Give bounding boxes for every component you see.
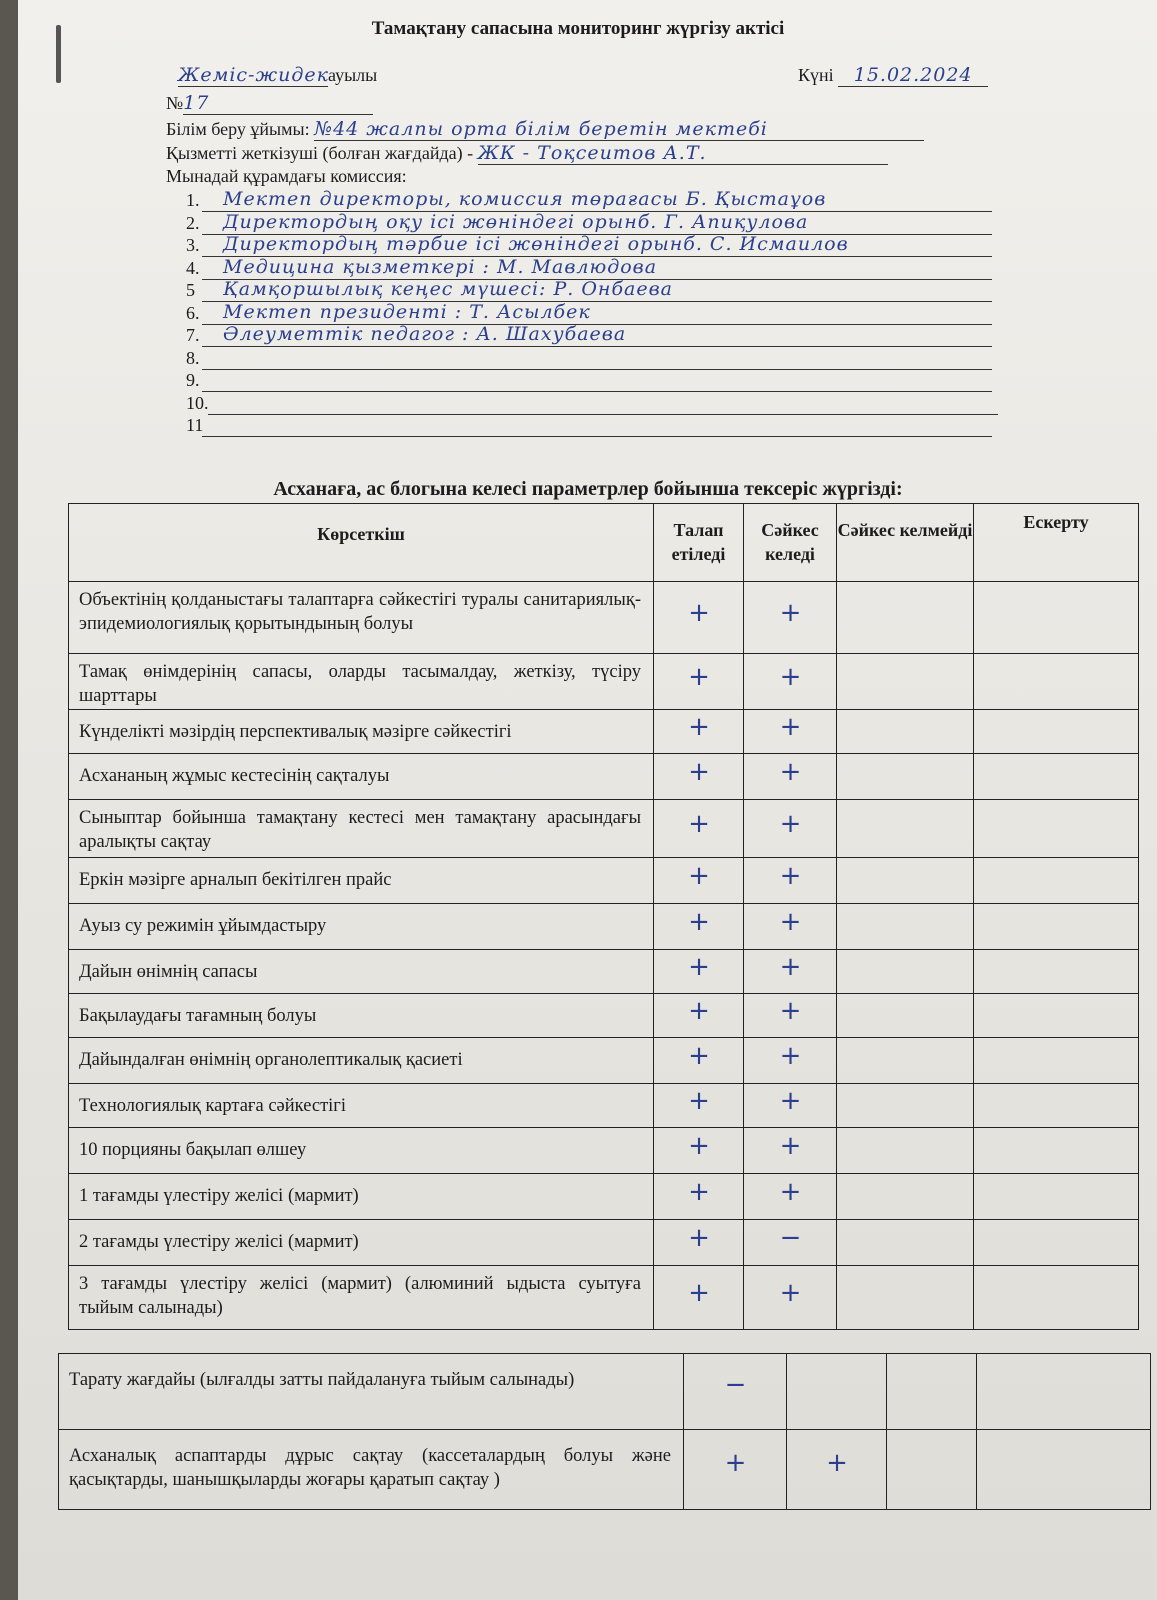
date-label: Күні <box>798 65 834 85</box>
table-cell <box>654 1038 744 1084</box>
table-cell <box>837 710 974 754</box>
table-cell <box>684 1354 787 1430</box>
table-cell <box>974 994 1139 1038</box>
compliant-mark: + <box>779 1278 802 1308</box>
commission-member-number: 3. <box>186 235 200 255</box>
table-cell <box>837 582 974 654</box>
table-row <box>68 949 1139 994</box>
table-cell <box>654 904 744 950</box>
table-cell <box>654 1266 744 1330</box>
required-mark: + <box>688 1086 710 1116</box>
table-cell <box>837 800 974 858</box>
table-cell <box>837 1220 974 1266</box>
table-row <box>68 581 1139 654</box>
table-row <box>68 799 1139 858</box>
header-noncompliant-cell <box>837 504 974 582</box>
header-compliant: Сәйкес келеді <box>761 520 819 564</box>
commission-member-number: 7. <box>186 325 200 345</box>
row-indicator-label: Дайындалған өнімнің органолептикалық қасиеті <box>79 1050 463 1070</box>
table-cell <box>744 1128 837 1174</box>
table-row <box>68 1173 1139 1220</box>
table-cell <box>69 1266 654 1330</box>
table-cell <box>744 1174 837 1220</box>
commission-member-number: 4. <box>186 257 200 278</box>
table-row <box>68 1219 1139 1266</box>
row-indicator-label: Күнделікті мәзірдің перспективалық мәзірге сәйкестігі <box>79 722 512 742</box>
table-cell <box>744 1084 837 1128</box>
table-cell <box>654 1084 744 1128</box>
village-row <box>178 64 377 87</box>
header-indicator: Көрсеткіш <box>317 524 405 544</box>
date-value: 15.02.2024 <box>838 64 988 87</box>
commission-member-name: Медицина қызметкері : М. Мавлюдова <box>223 255 658 278</box>
table-cell <box>974 1084 1139 1128</box>
required-mark: + <box>688 598 710 628</box>
table-cell <box>654 754 744 800</box>
table-row <box>68 903 1139 950</box>
table-cell <box>654 994 744 1038</box>
table-cell <box>744 904 837 950</box>
table-cell <box>837 1038 974 1084</box>
compliant-mark: + <box>779 1131 802 1161</box>
commission-member-number: 10. <box>186 392 209 413</box>
table-row <box>68 1265 1139 1330</box>
table-cell <box>837 904 974 950</box>
commission-member-name: Мектеп президенті : Т. Асылбек <box>223 300 591 323</box>
compliant-mark: + <box>779 757 802 787</box>
org-value: №44 жалпы орта білім беретін мектебі <box>314 118 924 141</box>
table-cell <box>69 994 654 1038</box>
required-mark: − <box>724 1370 747 1400</box>
header-compliant-cell <box>744 504 837 582</box>
table-cell <box>974 1128 1139 1174</box>
header-note-cell <box>974 504 1139 582</box>
table-cell <box>744 654 837 710</box>
table-cell <box>974 1038 1139 1084</box>
compliant-mark: + <box>779 1177 802 1207</box>
required-mark: + <box>688 757 710 787</box>
compliant-mark: + <box>779 1041 802 1071</box>
commission-label: Мынадай құрамдағы комиссия: <box>166 166 407 186</box>
table-cell <box>684 1430 787 1510</box>
table-row <box>68 1083 1139 1128</box>
table-cell <box>974 1174 1139 1220</box>
table-cell <box>654 950 744 994</box>
table-cell <box>974 1266 1139 1330</box>
required-mark: + <box>688 712 710 742</box>
org-label: Білім беру ұйымы: <box>166 119 310 139</box>
row-indicator-label: Асханалық аспаптарды дұрыс сақтау (кассеталардың болуы және қасықтарды, шанышқыларды жоғары қаратып сақтау ) <box>69 1446 671 1490</box>
table-cell <box>974 1220 1139 1266</box>
table-cell <box>837 1128 974 1174</box>
compliant-mark: + <box>779 861 802 891</box>
commission-member-line <box>202 436 992 437</box>
table-cell <box>837 950 974 994</box>
table-cell <box>654 710 744 754</box>
table-row <box>68 1037 1139 1084</box>
table-cell <box>787 1354 887 1430</box>
commission-member-number: 2. <box>186 212 200 233</box>
row-indicator-label: Бақылаудағы тағамның болуы <box>79 1006 317 1026</box>
row-indicator-label: 2 тағамды үлестіру желісі (мармит) <box>79 1232 359 1252</box>
table-cell <box>974 582 1139 654</box>
table-cell <box>654 1128 744 1174</box>
row-indicator-label: Тарату жағдайы (ылғалды затты пайдалануға тыйым салынады) <box>69 1370 575 1390</box>
table-row-extra <box>58 1353 1151 1430</box>
table-cell <box>837 754 974 800</box>
table-cell <box>744 710 837 754</box>
header-note: Ескерту <box>1023 512 1089 532</box>
table-cell <box>744 800 837 858</box>
commission-member-number: 5 <box>186 280 195 300</box>
compliant-mark: + <box>779 952 802 982</box>
table-cell <box>974 754 1139 800</box>
table-cell <box>974 710 1139 754</box>
table-cell <box>69 1084 654 1128</box>
table-cell <box>69 1038 654 1084</box>
table-row <box>68 753 1139 800</box>
required-mark: + <box>688 1131 710 1161</box>
table-cell <box>787 1430 887 1510</box>
row-indicator-label: Ауыз су режимін ұйымдастыру <box>79 916 327 936</box>
table-cell <box>69 754 654 800</box>
row-indicator-label: Технологиялық картаға сәйкестігі <box>79 1096 347 1116</box>
row-indicator-label: Тамақ өнімдерінің сапасы, оларды тасымалдау, жеткізу, түсіру шарттары <box>79 662 641 706</box>
table-cell <box>654 800 744 858</box>
compliant-mark: + <box>779 598 802 628</box>
table-cell <box>654 654 744 710</box>
table-cell <box>744 994 837 1038</box>
document-title: Тамақтану сапасына мониторинг жүргізу актісі <box>371 18 785 39</box>
table-row <box>68 857 1139 904</box>
supplier-row <box>166 142 888 165</box>
table-cell <box>69 1220 654 1266</box>
number-label: № <box>166 93 184 113</box>
compliant-mark: + <box>779 662 802 692</box>
table-bottom-border <box>68 1329 1138 1330</box>
commission-member-number: 9. <box>186 370 200 390</box>
compliant-mark: + <box>779 996 802 1026</box>
table-cell <box>974 858 1139 904</box>
required-mark: + <box>688 996 710 1026</box>
section-title: Асханаға, ас блогына келесі параметрлер бойынша тексеріс жүргізді: <box>273 478 903 500</box>
table-cell <box>654 582 744 654</box>
commission-member-name: Мектеп директоры, комиссия төрағасы Б. Қыстаұов <box>223 188 827 210</box>
table-cell <box>837 858 974 904</box>
commission-member-number: 6. <box>186 302 200 323</box>
header-required-cell <box>654 504 744 582</box>
row-indicator-label: Объектінің қолданыстағы талаптарға сәйкестігі туралы санитариялық-эпидемиологиялық қорытындының болуы <box>79 590 641 634</box>
table-row <box>68 709 1139 754</box>
table-cell <box>887 1354 977 1430</box>
table-row <box>68 1127 1139 1174</box>
required-mark: + <box>688 809 710 839</box>
village-suffix: ауылы <box>328 65 378 85</box>
table-cell <box>69 904 654 950</box>
table-cell <box>744 1038 837 1084</box>
compliant-mark: − <box>779 1223 802 1253</box>
commission-member-name: Директордың тәрбие ісі жөніндегі орынб. С. Исмаилов <box>223 233 849 255</box>
village-name: Жеміс-жидек <box>178 64 329 86</box>
table-cell <box>977 1430 1151 1510</box>
table-cell <box>744 754 837 800</box>
commission-member-number: 11 <box>186 415 204 435</box>
table-cell <box>69 654 654 710</box>
supplier-label: Қызметті жеткізуші (болған жағдайда) - <box>166 143 474 163</box>
commission-member-name: Қамқоршылық кеңес мүшесі: Р. Онбаева <box>223 278 674 300</box>
header-required: Талап етіледі <box>671 520 726 564</box>
table-cell <box>69 1128 654 1174</box>
table-cell <box>744 1266 837 1330</box>
table-cell <box>837 1266 974 1330</box>
table-cell <box>69 800 654 858</box>
table-cell <box>887 1430 977 1510</box>
table-cell <box>974 904 1139 950</box>
table-cell <box>977 1354 1151 1430</box>
required-mark: + <box>688 907 710 937</box>
table-cell <box>744 582 837 654</box>
table-cell <box>654 858 744 904</box>
compliant-mark: + <box>779 1086 802 1116</box>
table-cell <box>69 1174 654 1220</box>
row-indicator-label: 3 тағамды үлестіру желісі (мармит) (алюминий ыдыста суытуға тыйым салынады) <box>79 1274 641 1318</box>
commission-member-line <box>202 369 992 370</box>
table-cell <box>69 582 654 654</box>
table-cell <box>744 950 837 994</box>
table-cell <box>974 654 1139 710</box>
table-cell <box>59 1430 684 1510</box>
row-indicator-label: Еркін мәзірге арналып бекітілген прайс <box>79 870 392 890</box>
required-mark: + <box>724 1448 747 1478</box>
table-row <box>68 993 1139 1038</box>
table-cell <box>837 1174 974 1220</box>
commission-member-line <box>208 414 998 415</box>
required-mark: + <box>688 662 710 692</box>
compliant-mark: + <box>779 809 802 839</box>
document-page <box>18 0 1157 1600</box>
table-cell <box>837 994 974 1038</box>
table-row <box>68 653 1139 710</box>
required-mark: + <box>688 861 710 891</box>
commission-member-line <box>202 346 992 347</box>
required-mark: + <box>688 952 710 982</box>
table-cell <box>654 1220 744 1266</box>
header-indicator-cell <box>69 504 654 582</box>
table-extra-bottom-border <box>58 1509 1150 1510</box>
number-row <box>166 92 373 115</box>
commission-member-number: 1. <box>186 190 200 210</box>
table-header-row <box>68 503 1139 582</box>
required-mark: + <box>688 1278 710 1308</box>
date-row <box>798 64 988 87</box>
table-cell <box>59 1354 684 1430</box>
table-cell <box>69 858 654 904</box>
table-cell <box>837 654 974 710</box>
required-mark: + <box>688 1041 710 1071</box>
table-cell <box>744 1220 837 1266</box>
table-cell <box>974 800 1139 858</box>
table-cell <box>837 1084 974 1128</box>
commission-member-name: Әлеуметтік педагог : А. Шахубаева <box>223 323 627 345</box>
row-indicator-label: Асхананың жұмыс кестесінің сақталуы <box>79 766 390 786</box>
commission-member-name: Директордың оқу ісі жөніндегі орынб. Г. Апиқулова <box>223 210 809 233</box>
compliant-mark: + <box>779 712 802 742</box>
commission-member-line <box>202 391 992 392</box>
table-cell <box>974 950 1139 994</box>
row-indicator-label: 10 порцияны бақылап өлшеу <box>79 1140 307 1160</box>
row-indicator-label: 1 тағамды үлестіру желісі (мармит) <box>79 1186 359 1206</box>
supplier-value: ЖК - Тоқсеитов А.Т. <box>478 142 888 165</box>
table-cell <box>654 1174 744 1220</box>
commission-member-number: 8. <box>186 347 200 368</box>
row-indicator-label: Сыныптар бойынша тамақтану кестесі мен тамақтану арасындағы аралықты сақтау <box>79 808 641 852</box>
row-indicator-label: Дайын өнімнің сапасы <box>79 962 258 982</box>
table-cell <box>69 710 654 754</box>
compliant-mark: + <box>779 907 802 937</box>
number-value: 17 <box>183 92 373 115</box>
table-cell <box>69 950 654 994</box>
table-cell <box>744 858 837 904</box>
header-noncompliant: Сәйкес келмейді <box>837 520 973 540</box>
required-mark: + <box>688 1223 710 1253</box>
compliant-mark: + <box>826 1448 848 1478</box>
org-row <box>166 118 924 141</box>
required-mark: + <box>688 1177 710 1207</box>
table-row-extra <box>58 1429 1151 1510</box>
